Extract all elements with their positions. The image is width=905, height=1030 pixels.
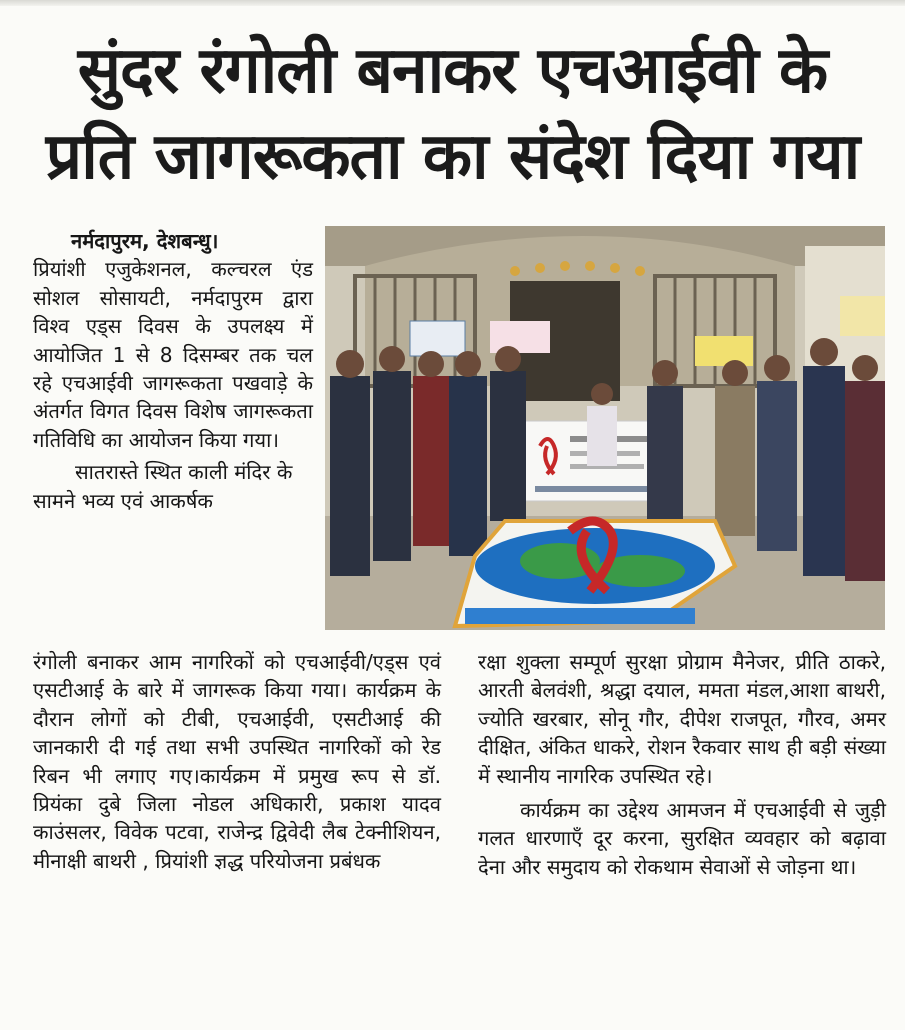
event-photo-illustration: [325, 226, 885, 630]
paragraph-4: कार्यक्रम का उद्देश्य आमजन में एचआईवी से जुड़ी गलत धारणाएँ दूर करना, सुरक्षित व्यवहार को बढ़ावा देना और समुदाय को रोकथाम सेवाओं से जोड़ना था।: [478, 798, 886, 879]
event-photo: [325, 226, 885, 630]
paragraph-3: रक्षा शुक्ला सम्पूर्ण सुरक्षा प्रोग्राम मैनेजर, प्रीति ठाकरे, आरती बेलवंशी, श्रद्धा दयाल, ममता मंडल,आशा बाथरी, ज्योति खरबार, सोनू गौर, दीपेश राजपूत, गौरव, अमर दीक्षित, अंकित धाकरे, रोशन रैकवार साथ ही बड़ी संख्या में स्थानीय नागरिक उपस्थित रहे।: [478, 650, 886, 788]
page-top-edge: [0, 0, 905, 6]
placard-2: [490, 321, 550, 353]
dateline: नर्मदापुरम, देशबन्धु।: [71, 229, 219, 253]
headline-line-2: प्रति जागरूकता का संदेश दिया गया: [45, 120, 860, 194]
rangoli-artwork: [455, 521, 735, 626]
headline-line-1: सुंदर रंगोली बनाकर एचआईवी के: [77, 34, 828, 108]
banner-text-line: [535, 486, 650, 492]
article-column-left-top: [33, 227, 313, 515]
paragraph-2-start: सातरास्ते स्थित काली मंदिर के सामने भव्य एवं आकर्षक: [33, 460, 293, 513]
paragraph-1: प्रियांशी एजुकेशनल, कल्चरल एंड सोशल सोसायटी, नर्मदापुरम द्वारा विश्व एड्स दिवस के उपलक्ष्य में आयोजित 1 से 8 दिसम्बर तक चल रहे एचआईवी जागरूकता पखवाड़े के अंतर्गत विगत दिवस विशेष जागरूकता गतिविधि का आयोजन किया गया।: [33, 257, 313, 452]
placard-1: [410, 321, 465, 356]
placard-4: [840, 296, 885, 336]
article-column-right: [478, 648, 886, 881]
headline: [0, 28, 905, 200]
paragraph-2-continued: रंगोली बनाकर आम नागरिकों को एचआईवी/एड्स एवं एसटीआई के बारे में जागरूक किया गया। कार्यक्रम के दौरान लोगों को टीबी, एचआईवी, एसटीआई की जानकारी दी गई तथा सभी उपस्थित नागरिकों को रेड रिबन भी लगाए गए।कार्यक्रम में प्रमुख रूप से डॉ. प्रियंका दुबे जिला नोडल अधिकारी, प्रकाश यादव काउंसलर, विवेक पटवा, राजेन्द्र द्विवेदी लैब टेक्नीशियन, मीनाक्षी बाथरी , प्रियांशी ज्ञद्ध परियोजना प्रबंधक: [33, 650, 441, 873]
article-column-left-bottom: [33, 648, 441, 875]
placard-3: [695, 336, 753, 366]
